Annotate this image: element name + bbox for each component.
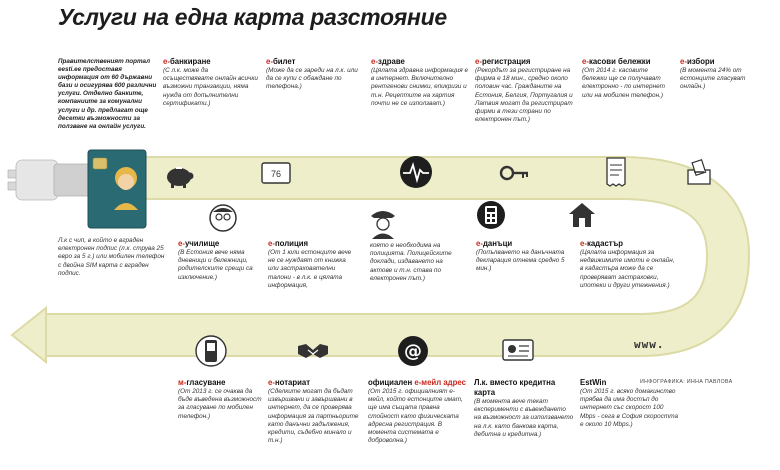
handshake-icon bbox=[296, 336, 330, 364]
id-card-icon bbox=[500, 336, 536, 364]
card-estwin: EstWin (От 2015 г. всяко домакинство трябва да има достъп до интернет със скорост 100 Mbps - сега в София скоростта е около 10 Mbps.) bbox=[580, 378, 679, 428]
ticket-icon bbox=[260, 160, 292, 186]
heartbeat-icon bbox=[398, 154, 434, 190]
ticket-number: 76 bbox=[270, 169, 282, 179]
police-icon bbox=[366, 204, 400, 240]
piggy-bank-icon bbox=[162, 160, 198, 192]
card-e-banking: е-банкиране (С л.к. може да осъществявате онлайн всички възможни транзакции, няма нужда от допълнителни сертификати.) bbox=[163, 57, 258, 107]
page-title: Услуги на една карта разстояние bbox=[58, 4, 447, 30]
mobile-phone-icon bbox=[194, 334, 228, 368]
sim-caption: Л.к с чип, в който е вграден електронен подпис (л.к. струва 25 евро за 5 г.) или мобилен телефон с двойна SIM карта с вграден подпис. bbox=[58, 237, 165, 277]
at-sign-icon bbox=[396, 334, 430, 368]
intro-text: Правителственият портал eesti.ee предоставя информация от 60 държавни бази и осигурява 600 различни услуги. Отделно банките, компаниите за комунални услуги и др. предлагат още десетки възможности за ползване на онлайн услуги. bbox=[58, 58, 157, 130]
card-e-ticket: е-билет (Може да се зареди на л.к. или да се купи с обаждане по телефона.) bbox=[266, 57, 358, 91]
house-icon bbox=[566, 200, 598, 230]
card-e-receipts: е-касови бележки (От 2014 г. касовите бележки ще се получават електронно - по интернет или на мобилен телефон.) bbox=[582, 57, 665, 99]
svg-text:@: @ bbox=[404, 341, 422, 362]
card-id-credit: Л.к. вместо кредитна карта (В момента вече текат експерименти с въвеждането на възможност за използването на л.к. като банкова карта, дебитна и кредитна.) bbox=[474, 378, 574, 438]
student-icon bbox=[208, 203, 238, 233]
card-e-registration: е-регистрация (Рекордът за регистриране на фирма е 18 мин., средно около половин час. Гражданите на Естония, Белгия, Португалия и Латвия могат да регистрират фирми в тези страни по електронен път.) bbox=[475, 57, 573, 124]
receipt-icon bbox=[604, 156, 628, 188]
card-e-cadastre: е-кадастър (Цялата информация за недвижимите имоти е онлайн, в кадастъра може да се проверяват застраховки, ипотеки и други утежнения.) bbox=[580, 239, 675, 289]
card-e-school: е-училище (В Естония вече няма дневници и бележници, родителските срещи са изключение.) bbox=[178, 239, 253, 281]
ballot-icon bbox=[684, 158, 714, 188]
calculator-icon bbox=[476, 200, 506, 230]
card-official-email: официален е-мейл адрес (От 2015 г. официалният е-мейл, който естонците имат, ще има същата правна стойност като физическата адресна регистрация. В момента системата е доброволна.) bbox=[368, 378, 466, 445]
card-e-health: е-здраве (Цялата здравна информация е в интернет. Включително рентгенови снимки, епикризи и т.н. Рецептите на хартия почти не се използват.) bbox=[371, 57, 469, 107]
card-m-voting: м-гласуване (От 2013 г. се очаква да бъде въведена възможност за гласуване по мобилен телефон.) bbox=[178, 378, 262, 420]
credit-text: ИНФОГРАФИКА: ИННА ПАВЛОВА bbox=[640, 379, 733, 385]
card-e-police-continued: която е необходима на полицията. Полицейските доклади, издаването на актове и т.н. става по електронен път.) bbox=[370, 242, 452, 282]
card-e-elections: е-избори (В момента 24% от естонците гласуват онлайн.) bbox=[680, 57, 746, 91]
www-icon: www. bbox=[634, 338, 665, 351]
card-e-taxes: е-данъци (Попълването на данъчната декларация отнема средно 5 мин.) bbox=[476, 239, 565, 273]
card-e-police: е-полиция (От 1 юли естонците вече не се нуждаят от книжка или застрахователни талони - в л.к. е цялата информация, bbox=[268, 239, 352, 289]
key-icon bbox=[498, 160, 530, 186]
card-e-notary: е-нотариат (Сделките могат да бъдат извършвани и завършвани в интернет, да се проверява информация за партньорите като данъчни задължения, кредити, съдебно минало и т.н.) bbox=[268, 378, 359, 445]
